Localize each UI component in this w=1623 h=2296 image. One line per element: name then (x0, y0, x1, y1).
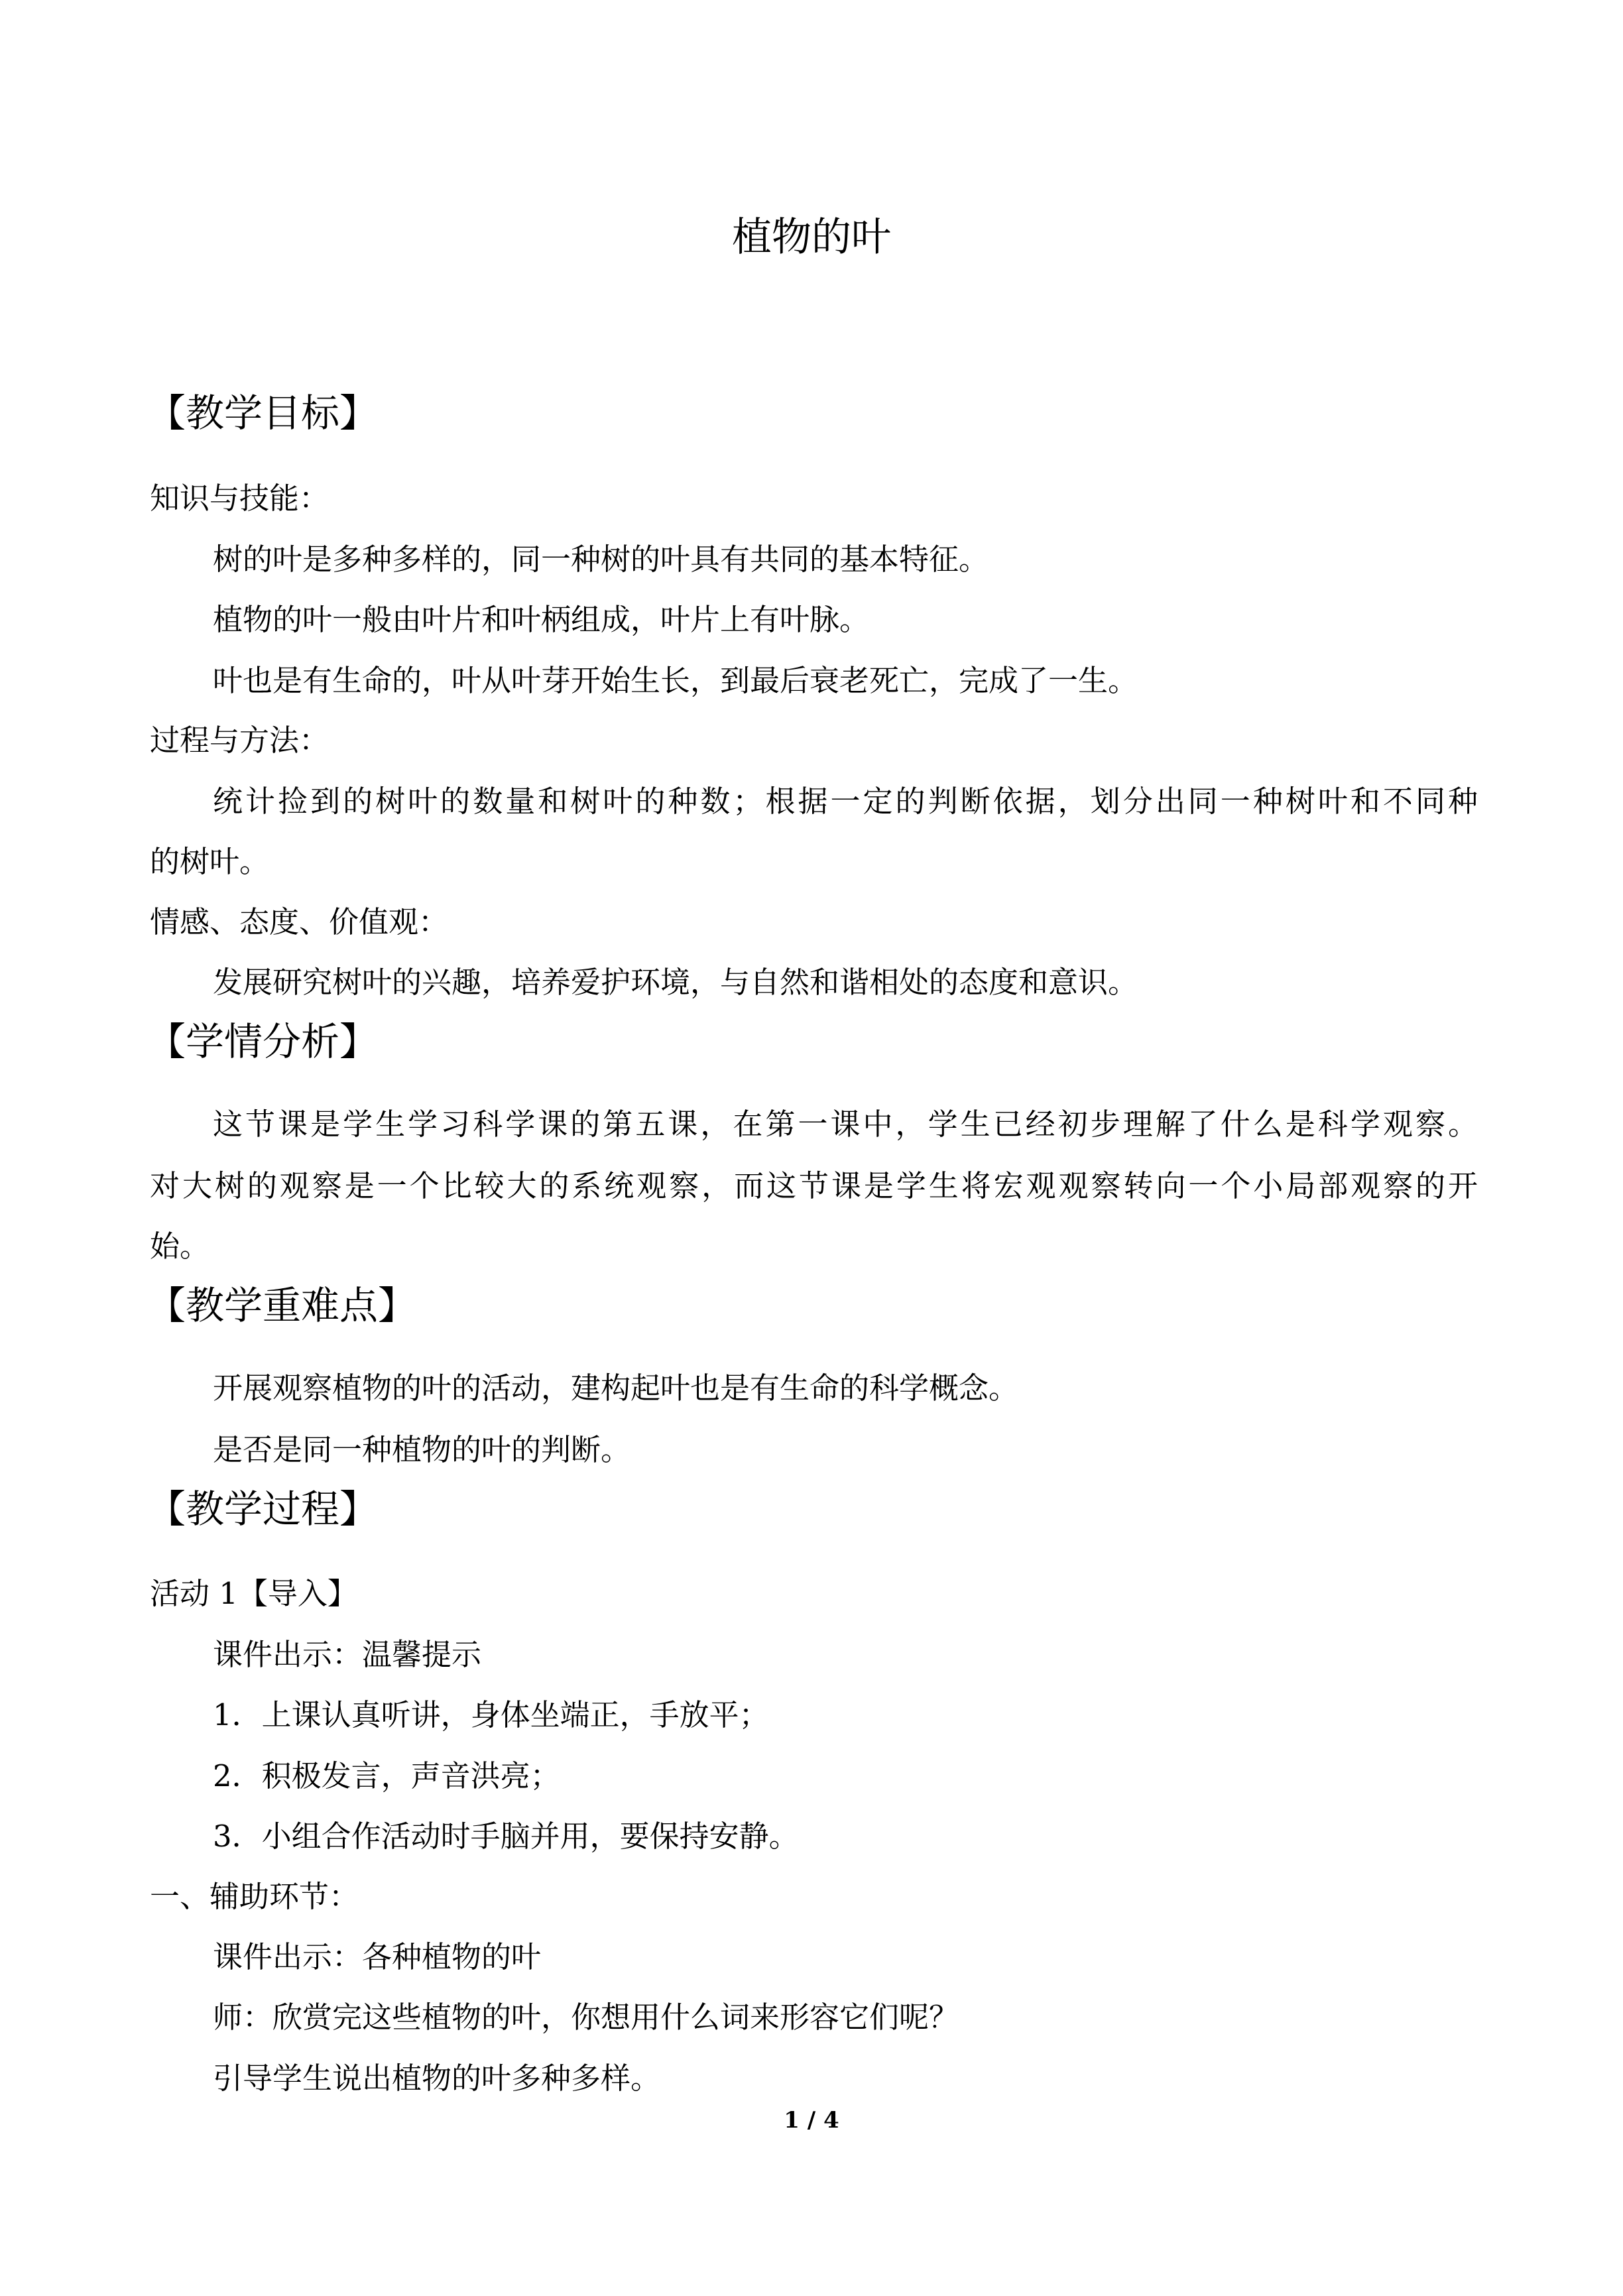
activity-heading: 活动 1【导入】 (150, 1576, 357, 1611)
courseware-tip: 课件出示：温馨提示 (213, 1637, 482, 1672)
rule-item: 3．小组合作活动时手脑并用，要保持安静。 (213, 1819, 799, 1854)
analysis-paragraph-line: 对大树的观察是一个比较大的系统观察，而这节课是学生将宏观观察转向一个小局部观察的开 (150, 1168, 1478, 1203)
knowledge-item: 植物的叶一般由叶片和叶柄组成，叶片上有叶脉。 (213, 602, 870, 637)
auxiliary-section-label: 一、辅助环节： (150, 1879, 359, 1914)
key-point-item: 是否是同一种植物的叶的判断。 (213, 1432, 631, 1467)
heading-learner-analysis: 【学情分析】 (147, 1019, 379, 1064)
courseware-plants: 课件出示：各种植物的叶 (213, 1939, 542, 1974)
label-knowledge-skills: 知识与技能： (150, 481, 330, 516)
knowledge-item: 树的叶是多种多样的，同一种树的叶具有共同的基本特征。 (213, 542, 989, 577)
document-title: 植物的叶 (732, 214, 891, 261)
process-paragraph-line: 统计捡到的树叶的数量和树叶的种数；根据一定的判断依据，划分出同一种树叶和不同种 (213, 784, 1478, 819)
label-process-methods: 过程与方法： (150, 723, 330, 758)
process-paragraph-line: 的树叶。 (150, 844, 270, 879)
guide-note: 引导学生说出植物的叶多种多样。 (213, 2061, 661, 2096)
teacher-question: 师：欣赏完这些植物的叶，你想用什么词来形容它们呢？ (213, 2000, 959, 2035)
analysis-paragraph-line: 这节课是学生学习科学课的第五课，在第一课中，学生已经初步理解了什么是科学观察。 (213, 1107, 1478, 1142)
rule-item: 2．积极发言，声音洪亮； (213, 1758, 560, 1793)
rule-item: 1．上课认真听讲，身体坐端正，手放平； (213, 1697, 769, 1732)
key-point-item: 开展观察植物的叶的活动，建构起叶也是有生命的科学概念。 (213, 1370, 1019, 1406)
heading-teaching-objectives: 【教学目标】 (147, 391, 379, 436)
heading-teaching-process: 【教学过程】 (147, 1486, 379, 1532)
analysis-paragraph-line: 始。 (150, 1229, 210, 1264)
page-number: 1 / 4 (784, 2107, 839, 2134)
emotion-item: 发展研究树叶的兴趣，培养爱护环境，与自然和谐相处的态度和意识。 (213, 965, 1138, 1000)
label-emotion-attitude-values: 情感、态度、价值观： (150, 904, 449, 939)
heading-key-difficult-points: 【教学重难点】 (147, 1283, 417, 1328)
knowledge-item: 叶也是有生命的，叶从叶芽开始生长，到最后衰老死亡，完成了一生。 (213, 663, 1138, 698)
